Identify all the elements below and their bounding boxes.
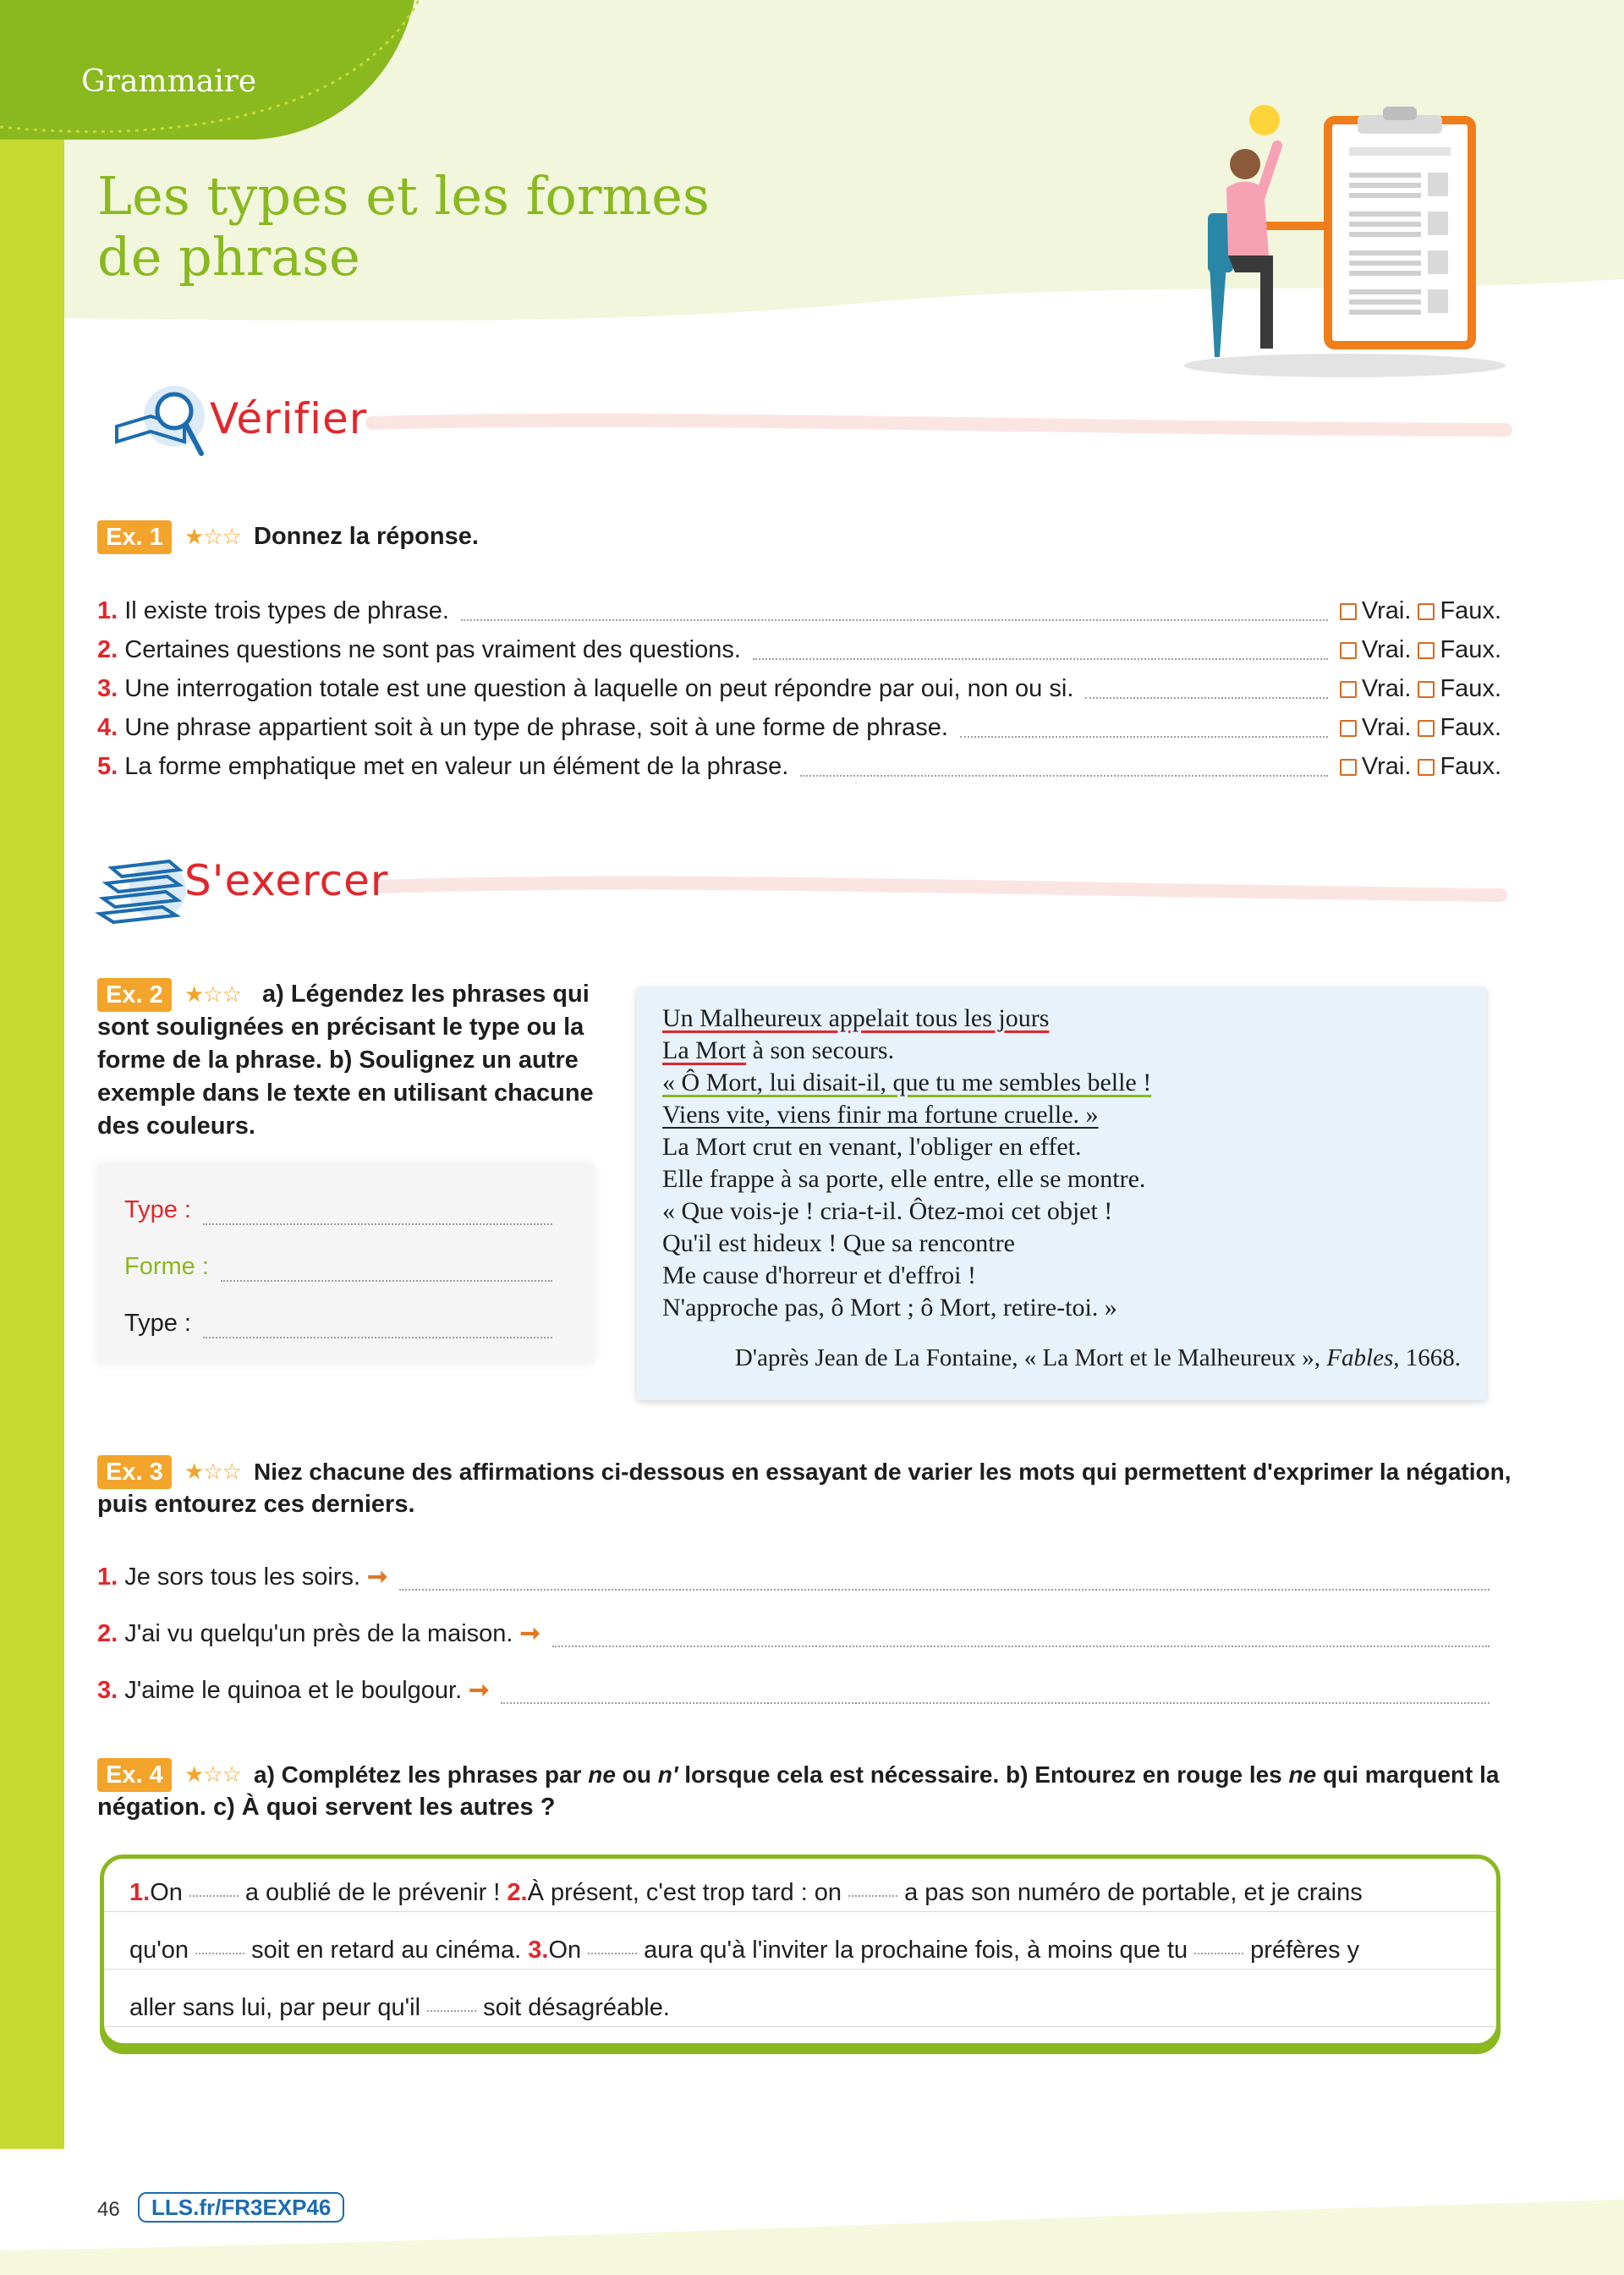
fable-text-box xyxy=(637,987,1486,1400)
ex4-difficulty-stars: ★☆☆ xyxy=(184,1761,241,1787)
faux-checkbox[interactable] xyxy=(1418,642,1435,659)
legend-type-dark xyxy=(124,1310,564,1347)
legend-answer-field[interactable] xyxy=(221,1280,552,1282)
poem-line: Viens vite, viens finir ma fortune cruelle. » xyxy=(662,1101,1099,1129)
ex2-instruction-line-3: forme de la phrase. b) Soulignez un autre xyxy=(97,1047,579,1074)
poem-line: « Ô Mort, lui disait-il, que tu me sembles belle ! xyxy=(662,1069,1152,1096)
faux-checkbox[interactable] xyxy=(1418,720,1435,737)
ex4-blank[interactable] xyxy=(1194,1953,1243,1954)
legend-label: Type : xyxy=(124,1310,191,1337)
ex1-instruction: Donnez la réponse. xyxy=(254,523,479,550)
poem-line: Elle frappe à sa porte, elle entre, elle se montre. xyxy=(662,1165,1146,1193)
ex4-instruction-line-1: a) Complétez les phrases par ne ou n' lorsque cela est nécessaire. b) Entourez en rouge les ne qui marquent la xyxy=(254,1761,1500,1788)
verifier-heading: Vérifier xyxy=(210,394,368,443)
legend-answer-field[interactable] xyxy=(203,1223,552,1225)
ex4-fill-box xyxy=(100,1855,1501,2047)
ex4-blank[interactable] xyxy=(588,1953,637,1954)
ex3-instruction-line-2: puis entourez ces derniers. xyxy=(97,1491,415,1518)
legend-forme-green xyxy=(124,1253,564,1290)
ex2-instruction-line-1: a) Légendez les phrases qui xyxy=(262,981,590,1008)
ex3-sentence: 2. J'ai vu quelqu'un près de la maison. xyxy=(97,1620,513,1647)
vrai-checkbox[interactable] xyxy=(1340,603,1357,620)
ruled-line xyxy=(104,1969,1496,1970)
page-title-line-1: Les types et les formes xyxy=(97,165,710,227)
legend-answer-field[interactable] xyxy=(203,1337,552,1338)
ex1-dotted-leader xyxy=(960,736,1328,738)
ex1-question-row xyxy=(97,631,1501,668)
magnifier-book-icon xyxy=(108,382,208,467)
arrow-right-icon: ➞ xyxy=(367,1563,388,1591)
ex4-blank[interactable] xyxy=(195,1953,244,1954)
ex2-instruction-line-5: des couleurs. xyxy=(97,1113,255,1140)
ruled-line xyxy=(104,2026,1496,2027)
exercer-heading: S'exercer xyxy=(184,856,389,905)
ex1-question-text: 3. Une interrogation totale est une question à laquelle on peut répondre par oui, non ou si. xyxy=(97,675,1074,702)
ex3-item-row xyxy=(97,1562,1501,1599)
poem-line: N'approche pas, ô Mort ; ô Mort, retire-toi. » xyxy=(662,1294,1117,1322)
ex3-badge: Ex. 3 xyxy=(97,1455,172,1489)
ex4-line-2: qu'on soit en retard au cinéma. 3.On aura qu'à l'inviter la prochaine fois, à moins que tu préfères y xyxy=(129,1937,1360,1964)
ex3-answer-line[interactable] xyxy=(552,1646,1490,1647)
page-title xyxy=(97,166,859,288)
ex1-choices: Vrai. Faux. xyxy=(1340,748,1501,785)
page-title-line-2: de phrase xyxy=(97,226,360,288)
ex1-question-row xyxy=(97,670,1501,707)
ex1-difficulty-stars: ★☆☆ xyxy=(184,524,241,549)
ex3-sentence: 3. J'aime le quinoa et le boulgour. xyxy=(97,1677,463,1704)
page-number: 46 xyxy=(97,2198,120,2221)
ex2-legend-box xyxy=(97,1164,594,1363)
books-stack-icon xyxy=(95,848,188,929)
ex1-question-text: 4. Une phrase appartient soit à un type de phrase, soit à une forme de phrase. xyxy=(97,714,948,741)
ex1-question-row xyxy=(97,709,1501,746)
ex4-line-3: aller sans lui, par peur qu'il soit désagréable. xyxy=(129,1994,670,2021)
ex4-blank[interactable] xyxy=(189,1895,239,1897)
ex1-choices: Vrai. Faux. xyxy=(1340,670,1501,707)
ex1-question-text: 1. Il existe trois types de phrase. xyxy=(97,597,449,624)
poem-line: Me cause d'horreur et d'effroi ! xyxy=(662,1261,976,1289)
ex1-question-text: 2. Certaines questions ne sont pas vraiment des questions. xyxy=(97,636,741,663)
ex2-badge: Ex. 2 xyxy=(97,978,172,1012)
ex4-line-1: 1.On a oublié de le prévenir ! 2.À présent, c'est trop tard : on a pas son numéro de portable, et je crains xyxy=(129,1879,1363,1906)
ex4-badge: Ex. 4 xyxy=(97,1758,172,1792)
ex3-answer-line[interactable] xyxy=(399,1589,1490,1591)
vrai-checkbox[interactable] xyxy=(1340,759,1357,776)
section-label: Grammaire xyxy=(81,64,257,99)
faux-checkbox[interactable] xyxy=(1418,759,1435,776)
ex1-dotted-leader xyxy=(800,775,1328,777)
ex3-instruction-line-1: Niez chacune des affirmations ci-dessous en essayant de varier les mots qui permettent d'exprimer la négation, xyxy=(254,1459,1512,1485)
poem-line: La Mort crut en venant, l'obliger en effet. xyxy=(662,1133,1082,1161)
ex2-instruction-line-4: exemple dans le texte en utilisant chacune xyxy=(97,1080,594,1107)
ex4-instruction-line-2: négation. c) À quoi servent les autres ? xyxy=(97,1794,556,1821)
lls-resource-link[interactable]: LLS.fr/FR3EXP46 xyxy=(138,2192,344,2223)
poem-line: Un Malheureux appelait tous les jours xyxy=(662,1004,1050,1032)
ex3-answer-line[interactable] xyxy=(501,1702,1490,1704)
ex3-sentence: 1. Je sors tous les soirs. xyxy=(97,1563,361,1591)
ex3-item-row xyxy=(97,1618,1501,1656)
ex2-difficulty-stars: ★☆☆ xyxy=(184,981,241,1007)
faux-checkbox[interactable] xyxy=(1418,603,1435,620)
ex1-question-row xyxy=(97,748,1501,785)
legend-type-red xyxy=(124,1196,564,1234)
poem-line: Qu'il est hideux ! Que sa rencontre xyxy=(662,1229,1015,1257)
arrow-right-icon: ➞ xyxy=(519,1620,540,1647)
ruled-line xyxy=(104,1911,1496,1912)
ex1-choices: Vrai. Faux. xyxy=(1340,592,1501,629)
faux-checkbox[interactable] xyxy=(1418,681,1435,698)
ex1-dotted-leader xyxy=(1085,697,1327,699)
ex1-question-row xyxy=(97,592,1501,629)
ex1-choices: Vrai. Faux. xyxy=(1340,631,1501,668)
ex1-badge: Ex. 1 xyxy=(97,520,172,554)
ex4-blank[interactable] xyxy=(848,1895,897,1897)
ex2-instruction-line-2: sont soulignées en précisant le type ou la xyxy=(97,1014,584,1041)
ex3-difficulty-stars: ★☆☆ xyxy=(184,1459,241,1484)
ex3-item-row xyxy=(97,1675,1501,1712)
ex1-choices: Vrai. Faux. xyxy=(1340,709,1501,746)
ex4-blank[interactable] xyxy=(427,2010,476,2012)
vrai-checkbox[interactable] xyxy=(1340,720,1357,737)
legend-label: Forme : xyxy=(124,1253,209,1280)
ex1-dotted-leader xyxy=(753,658,1328,660)
ex1-dotted-leader xyxy=(461,619,1328,621)
student-clipboard-illustration xyxy=(1176,95,1506,382)
ex1-question-text: 5. La forme emphatique met en valeur un élément de la phrase. xyxy=(97,753,789,780)
vrai-checkbox[interactable] xyxy=(1340,642,1357,659)
arrow-right-icon: ➞ xyxy=(469,1677,490,1704)
poem-line: La Mort à son secours. xyxy=(662,1036,895,1064)
legend-label: Type : xyxy=(124,1196,191,1223)
fable-citation: D'après Jean de La Fontaine, « La Mort et le Malheureux », Fables, 1668. xyxy=(734,1344,1461,1371)
vrai-checkbox[interactable] xyxy=(1340,681,1357,698)
poem-line: « Que vois-je ! cria-t-il. Ôtez-moi cet objet ! xyxy=(662,1197,1113,1225)
